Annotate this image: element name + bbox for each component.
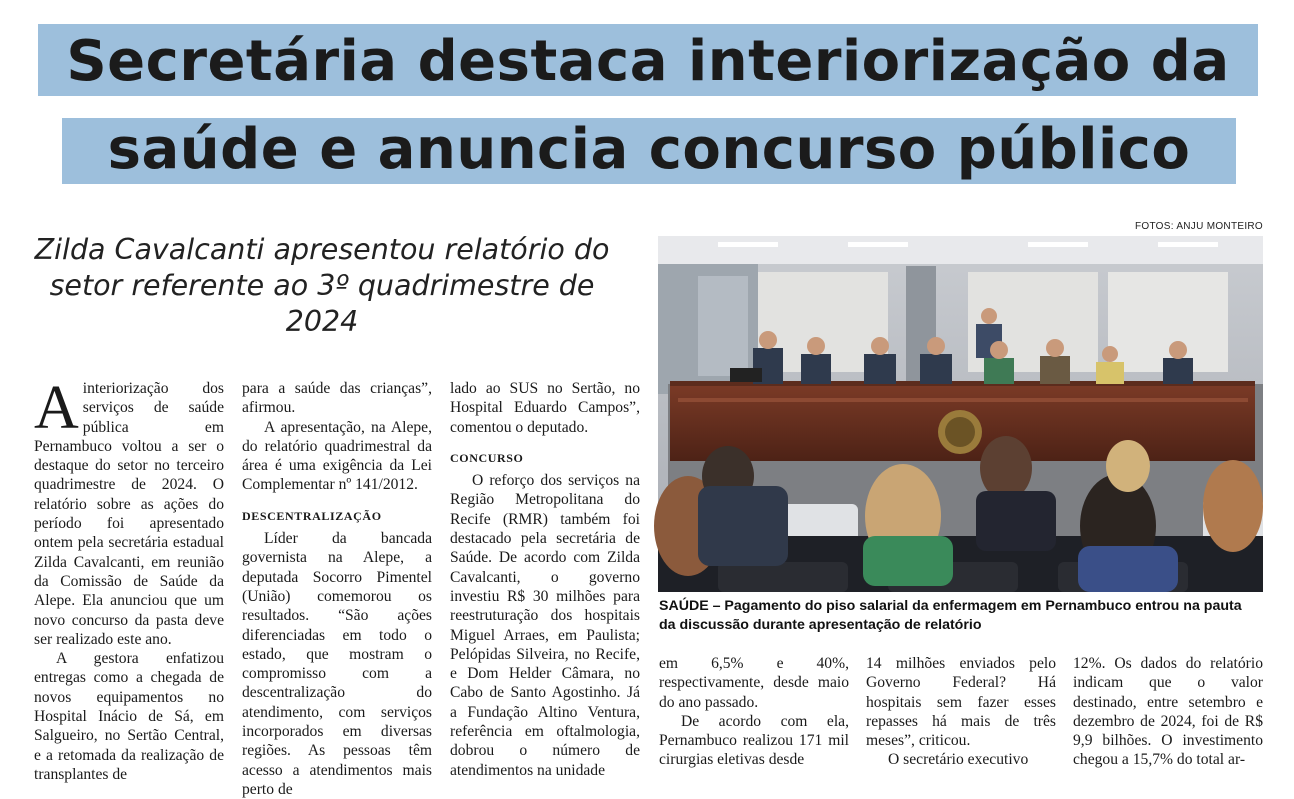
paragraph (34, 374, 224, 649)
paragraph-text: interiorização dos serviços de saúde pública em Pernambuco voltou a ser o destaque do setor no terceiro quadrimestre de 2024. O relatório sobre as ações do período foi apresentado ontem pela secretária estadual Zilda Cavalcanti, em reunião da Comissão de Saúde da Alepe. Ela anunciou que um novo concurso da pasta deve ser realizado este ano. (34, 380, 224, 648)
article-column-3 (450, 379, 640, 780)
paragraph: em 6,5% e 40%, respectivamente, desde maio do ano passado. (659, 655, 849, 711)
paragraph: Líder da bancada governista na Alepe, a deputada Socorro Pimentel (União) comemorou os resultados. “São ações diferenciadas em todo o estado, que mostram o compromisso com a descentralização do atendimento, com serviços incorporados em diversas regiões. As pessoas têm acesso a atendimentos mais perto de (242, 530, 432, 798)
paragraph: A gestora enfatizou entregas como a chegada de novos equipamentos no Hospital Inácio de Sá, em Salgueiro, no Sertão Central, e a retomada da realização de transplantes de (34, 650, 224, 783)
paragraph: para a saúde das crianças”, afirmou. (242, 380, 432, 417)
news-photo (658, 236, 1263, 592)
section-heading: CONCURSO (450, 450, 524, 465)
article-column-6 (1073, 654, 1263, 770)
paragraph: De acordo com ela, Pernambuco realizou 171 mil cirurgias eletivas desde (659, 712, 849, 769)
paragraph: A apresentação, na Alepe, do relatório quadrimestral da área é uma exigência da Lei Complementar nº 141/2012. (242, 418, 432, 494)
subtitle: Zilda Cavalcanti apresentou relatório do setor referente ao 3º quadrimestre de 2024 (34, 233, 610, 338)
article-column-4 (659, 654, 849, 770)
article-column-2 (242, 379, 432, 799)
photo-credit: FOTOS: ANJU MONTEIRO (1134, 221, 1263, 232)
photo-caption: SAÚDE – Pagamento do piso salarial da enfermagem em Pernambuco entrou na pauta da discussão durante apresentação de relatório (659, 598, 1242, 633)
section-heading: DESCENTRALIZAÇÃO (242, 508, 382, 523)
paragraph: O secretário executivo (888, 751, 1029, 769)
paragraph: 12%. Os dados do relatório indicam que o valor destinado, entre setembro e dezembro de 2024, foi de R$ 9,9 bilhões. O investimento chegou a 15,7% do total ar- (1073, 655, 1263, 769)
paragraph: O reforço dos serviços na Região Metropolitana do Recife (RMR) também foi destacado pela secretária de Saúde. De acordo com Zilda Cavalcanti, o governo investiu R$ 30 milhões para reestruturação dos hospitais Miguel Arraes, em Paulista; Pelópidas Silveira, no Recife, e Dom Helder Câmara, no Cabo de Santo Agostinho. Já a Fundação Altino Ventura, referência em oftalmologia, dobrou o número de atendimentos na unidade (450, 472, 640, 779)
article-column-5 (866, 654, 1056, 770)
paragraph: 14 milhões enviados pelo Governo Federal? Há hospitais sem fazer esses repasses há mais de três meses”, criticou. (866, 655, 1056, 750)
headline-line-2: saúde e anuncia concurso público (62, 118, 1236, 184)
drop-cap: A (34, 374, 79, 442)
article-column-1 (34, 374, 224, 784)
headline-line-1: Secretária destaca interiorização da (38, 24, 1258, 96)
paragraph: lado ao SUS no Sertão, no Hospital Eduardo Campos”, comentou o deputado. (450, 380, 640, 436)
meeting-photo-illustration (658, 236, 1263, 592)
